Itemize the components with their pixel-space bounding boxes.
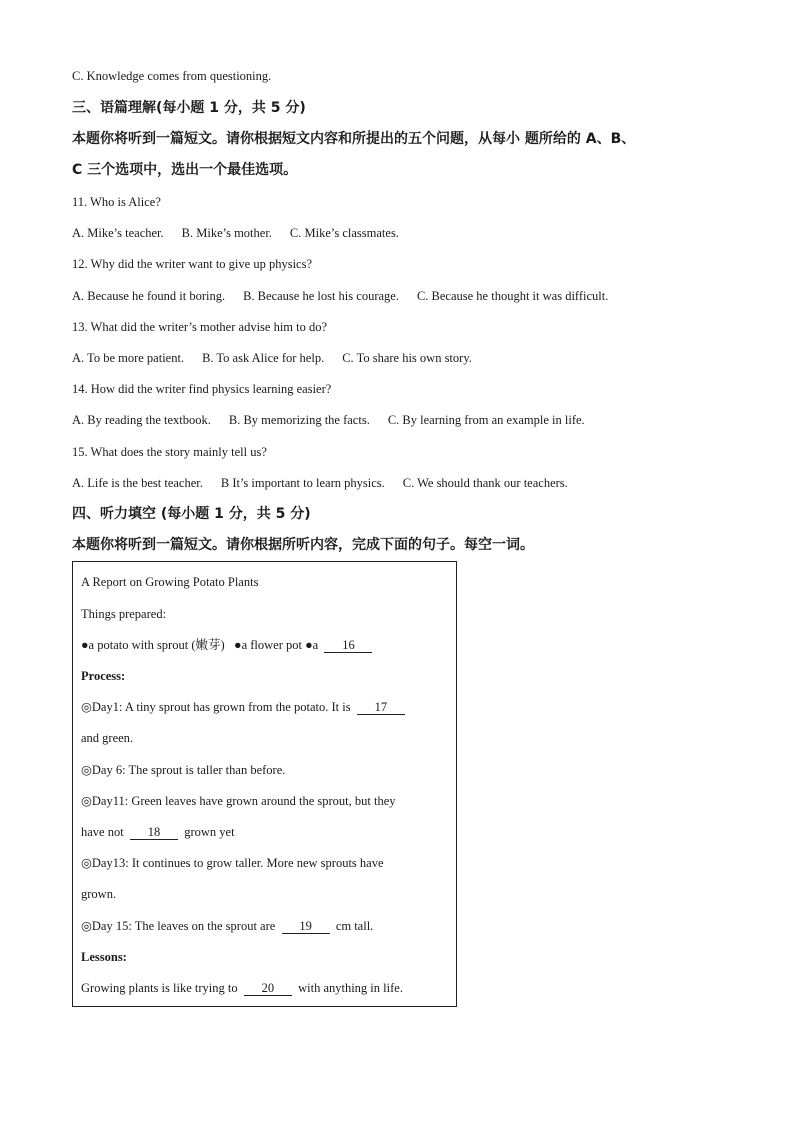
blank-20[interactable]: 20 <box>244 982 292 996</box>
day6-line: ◎Day 6: The sprout is taller than before. <box>81 763 286 777</box>
things-prepared-label: Things prepared: <box>81 607 167 621</box>
blank-17[interactable]: 17 <box>357 701 405 715</box>
option-a: A. Mike’s teacher. <box>72 226 164 240</box>
section3-instruction-line1: 本题你将听到一篇短文。请你根据短文内容和所提出的五个问题，从每小 题所给的 A、B、 <box>72 131 636 147</box>
day13-continued: grown. <box>81 887 117 901</box>
option-a: A. Life is the best teacher. <box>72 476 203 490</box>
previous-option-c: C. Knowledge comes from questioning. <box>72 69 272 83</box>
lesson-line <box>81 980 403 996</box>
question-11: 11. Who is Alice? <box>72 195 161 209</box>
day13-line: ◎Day13: It continues to grow taller. More new sprouts have <box>81 856 384 870</box>
question-13: 13. What did the writer’s mother advise him to do? <box>72 320 328 334</box>
day15-pre: ◎Day 15: The leaves on the sprout are <box>81 919 276 933</box>
option-a: A. Because he found it boring. <box>72 289 226 303</box>
question-14-options <box>72 412 585 428</box>
things-item-pot: ●a flower pot ●a <box>234 638 319 652</box>
section3-heading: 三、语篇理解(每小题 1 分，共 5 分) <box>72 100 306 116</box>
day11-pre: have not <box>81 825 124 839</box>
blank-18[interactable]: 18 <box>130 826 178 840</box>
option-c: C. Mike’s classmates. <box>289 226 399 240</box>
section4-heading: 四、听力填空 (每小题 1 分，共 5 分) <box>72 506 311 522</box>
option-b: B. Mike’s mother. <box>181 226 272 240</box>
option-c: C. To share his own story. <box>342 351 472 365</box>
question-13-options <box>72 350 472 366</box>
lesson-post: with anything in life. <box>298 981 403 995</box>
day1-line <box>81 699 405 715</box>
day11-continued <box>81 824 235 840</box>
day15-post: cm tall. <box>335 919 374 933</box>
question-12-options <box>72 288 608 304</box>
option-b: B. Because he lost his courage. <box>243 289 399 303</box>
option-a: A. By reading the textbook. <box>72 413 211 427</box>
section3-instruction-line2: C 三个选项中，选出一个最佳选项。 <box>72 162 298 178</box>
report-box <box>72 561 457 1007</box>
day15-line <box>81 918 373 934</box>
question-12: 12. Why did the writer want to give up physics? <box>72 257 313 271</box>
things-prepared-list <box>81 637 372 653</box>
day11-post: grown yet <box>184 825 235 839</box>
things-item-potato: ●a potato with sprout (嫩芽) <box>81 638 225 652</box>
day11-line: ◎Day11: Green leaves have grown around the sprout, but they <box>81 794 396 808</box>
question-11-options <box>72 225 399 241</box>
option-b: B It’s important to learn physics. <box>220 476 385 490</box>
question-15: 15. What does the story mainly tell us? <box>72 445 267 459</box>
option-c: C. We should thank our teachers. <box>402 476 568 490</box>
option-c: C. Because he thought it was difficult. <box>416 289 609 303</box>
blank-16[interactable]: 16 <box>324 639 372 653</box>
day1-continued: and green. <box>81 731 134 745</box>
option-c: C. By learning from an example in life. <box>387 413 585 427</box>
question-15-options <box>72 475 568 491</box>
process-label: Process: <box>81 669 126 683</box>
section4-instruction: 本题你将听到一篇短文。请你根据所听内容，完成下面的句子。每空一词。 <box>72 537 534 553</box>
lessons-label: Lessons: <box>81 950 127 964</box>
blank-19[interactable]: 19 <box>282 920 330 934</box>
question-14: 14. How did the writer find physics learning easier? <box>72 382 332 396</box>
lesson-pre: Growing plants is like trying to <box>81 981 238 995</box>
day1-text: ◎Day1: A tiny sprout has grown from the potato. It is <box>81 700 351 714</box>
option-a: A. To be more patient. <box>72 351 185 365</box>
report-title: A Report on Growing Potato Plants <box>81 575 259 589</box>
option-b: B. To ask Alice for help. <box>202 351 325 365</box>
option-b: B. By memorizing the facts. <box>228 413 370 427</box>
